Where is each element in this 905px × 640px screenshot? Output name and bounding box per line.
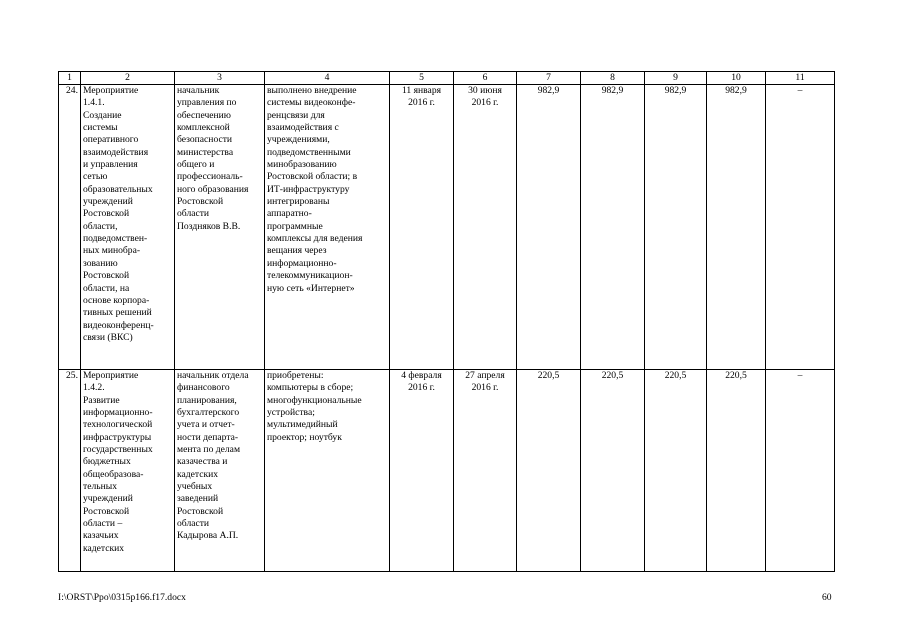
actual-date: 27 апреля 2016 г. [454,370,517,572]
value-col-11: – [766,370,835,572]
value-col-7: 982,9 [517,85,581,370]
column-header: 3 [175,72,265,85]
measure-name: Мероприятие 1.4.1. Создание системы оперативного взаимодействия и управления сетью образовательных учреждений Ростовской области, подведомствен- ных минобра- зованию Ростовской области, на основе корпора- тивных решений видеоконференц- связи (ВКС) [81,85,175,370]
measure-name: Мероприятие 1.4.2. Развитие информационно- технологической инфраструктуры государственных бюджетных общеобразова- тельных учреждений Ростовской области – казачьих кадетских [81,370,175,572]
value-col-9: 982,9 [645,85,707,370]
value-col-8: 220,5 [581,370,645,572]
measures-table [58,71,835,572]
value-col-9: 220,5 [645,370,707,572]
page-number: 60 [822,592,832,603]
column-header: 9 [645,72,707,85]
column-header: 5 [390,72,454,85]
actual-date: 30 июня 2016 г. [454,85,517,370]
table-row [59,85,835,370]
planned-date: 4 февраля 2016 г. [390,370,454,572]
responsible-person: начальник управления по обеспечению комплексной безопасности министерства общего и профессиональ- ного образования Ростовской области Поздняков В.В. [175,85,265,370]
column-header: 8 [581,72,645,85]
value-col-8: 982,9 [581,85,645,370]
planned-date: 11 января 2016 г. [390,85,454,370]
column-header: 7 [517,72,581,85]
responsible-person: начальник отдела финансового планирования, бухгалтерского учета и отчет- ности департа- мента по делам казачества и кадетских учебных заведений Ростовской области Кадырова А.П. [175,370,265,572]
column-header: 11 [766,72,835,85]
value-col-10: 982,9 [707,85,766,370]
row-number: 25. [59,370,81,572]
value-col-7: 220,5 [517,370,581,572]
column-header: 6 [454,72,517,85]
value-col-10: 220,5 [707,370,766,572]
column-header: 2 [81,72,175,85]
column-header: 10 [707,72,766,85]
expected-result: приобретены: компьютеры в сборе; многофункциональные устройства; мультимедийный проектор; ноутбук [265,370,390,572]
value-col-11: – [766,85,835,370]
document-path: I:\ORST\Ppo\0315p166.f17.docx [58,592,186,603]
expected-result: выполнено внедрение системы видеоконфе- ренцсвязи для взаимодействия с учреждениями, подведомственными минобразованию Ростовской области; в ИТ-инфраструктуру интегрированы аппаратно- программные комплексы для ведения вещания через информационно- телекоммуникацион- ную сеть «Интернет» [265,85,390,370]
row-number: 24. [59,85,81,370]
table-row [59,370,835,572]
column-header: 1 [59,72,81,85]
column-header: 4 [265,72,390,85]
column-number-row [59,72,835,85]
